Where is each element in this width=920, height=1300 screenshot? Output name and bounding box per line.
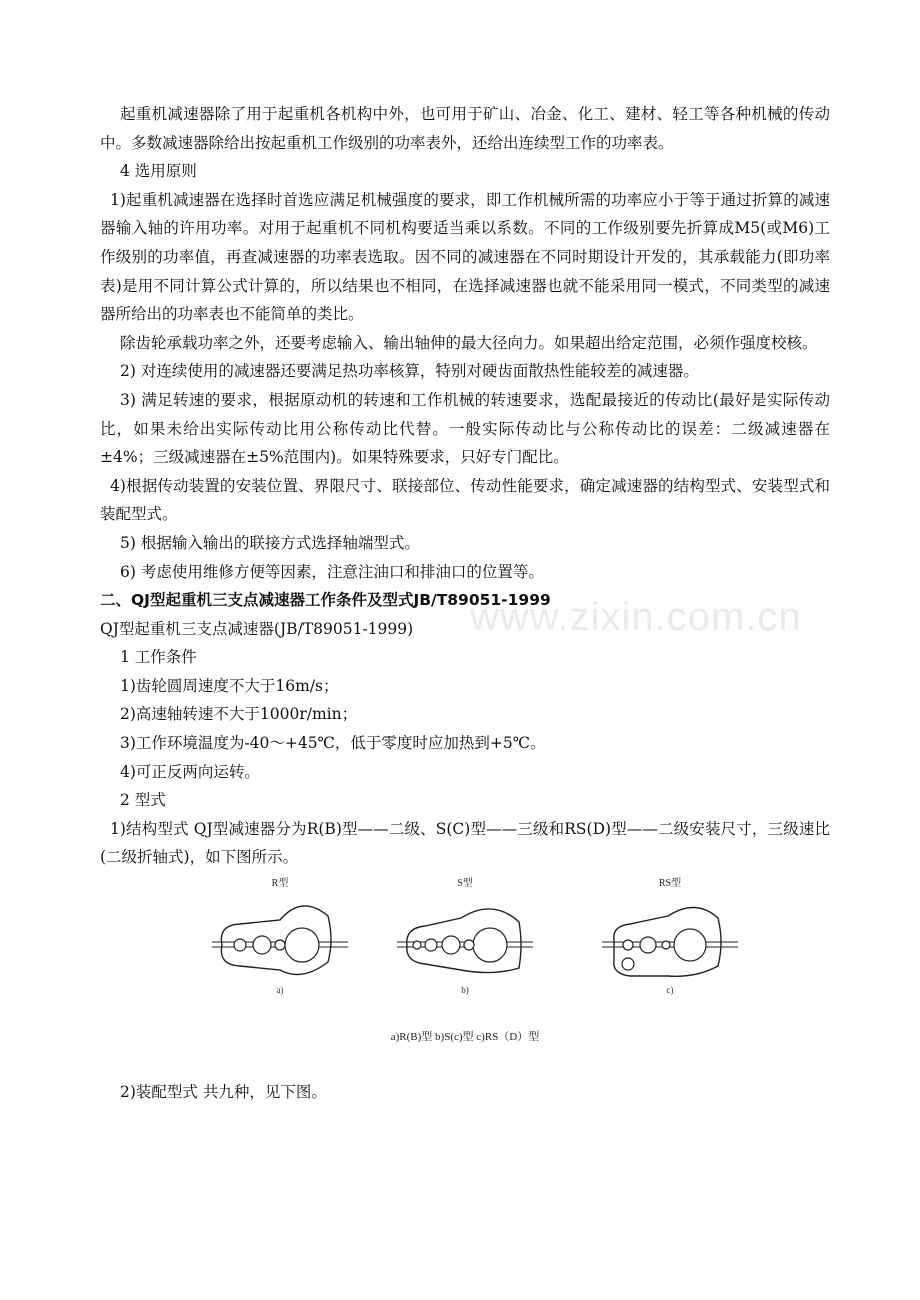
s-type-diagram: [395, 890, 535, 985]
section-heading-types: 2 型式: [120, 791, 166, 810]
figure-caption: a)R(B)型 b)S(c)型 c)RS（D）型: [390, 1031, 540, 1044]
condition-2: 2)高速轴转速不大于1000r/min；: [120, 705, 358, 724]
watermark: www.zixin.com.cn: [470, 595, 802, 639]
rs-type-label: RS型: [658, 878, 682, 890]
s-type-label: S型: [457, 878, 473, 890]
condition-1: 1)齿轮圆周速度不大于16m/s；: [120, 676, 339, 695]
rs-type-diagram: [600, 890, 740, 985]
paragraph-rule-5: 5) 根据输入输出的联接方式选择轴端型式。: [120, 533, 420, 552]
section-heading-conditions: 1 工作条件: [120, 648, 197, 667]
paragraph-structure-type: 1)结构型式 QJ型减速器分为R(B)型——二级、S(C)型——三级和RS(D)型——二级安装尺寸，三级速比(二级折轴式)，如下图所示。: [100, 819, 830, 867]
paragraph-intro: 起重机减速器除了用于起重机各机构中外，也可用于矿山、冶金、化工、建材、轻工等各种机械的传动中。多数减速器除给出按起重机工作级别的功率表外，还给出连续型工作的功率表。: [100, 105, 830, 152]
figure-rs-type: [600, 878, 740, 995]
rs-type-sub: c): [666, 985, 674, 996]
r-type-label: R型: [271, 878, 289, 890]
paragraph-rule-3: 3) 满足转速的要求，根据原动机的转速和工作机械的转速要求，选配最接近的传动比(最好是实际传动比，如果未给出实际传动比用公称传动比代替。一般实际传动比与公称传动比的误差：二级减速器在±4%；三级减速器在±5%范围内)。如果特殊要求，只好专门配比。: [100, 390, 830, 467]
paragraph-radial-force: 除齿轮承载功率之外，还要考虑输入、输出轴伸的最大径向力。如果超出给定范围，必须作强度校核。: [120, 333, 818, 352]
reducer-types-figure: [100, 878, 830, 1078]
paragraph-rule-2: 2) 对连续使用的减速器还要满足热功率核算，特别对硬齿面散热性能较差的减速器。: [120, 362, 699, 381]
paragraph-qj-title: QJ型起重机三支点减速器(JB/T89051-1999): [100, 619, 414, 638]
section-heading-qj: 二、QJ型起重机三支点减速器工作条件及型式JB/T89051-1999: [100, 591, 551, 610]
paragraph-rule-4: 4)根据传动装置的安装位置、界限尺寸、联接部位、传动性能要求，确定减速器的结构型式、安装型式和装配型式。: [100, 476, 830, 524]
condition-4: 4)可正反两向运转。: [120, 762, 260, 781]
paragraph-rule-1: 1)起重机减速器在选择时首选应满足机械强度的要求，即工作机械所需的功率应小于等于通过折算的减速器输入轴的许用功率。对用于起重机不同机构要适当乘以系数。不同的工作级别要先折算成M5(或M6)工作级别的功率值，再查减速器的功率表选取。因不同的减速器在不同时期设计开发的，其承载能力(即功率表)是用不同计算公式计算的，所以结果也不相同，在选择减速器也就不能采用同一模式，不同类型的减速器所给出的功率表也不能简单的类比。: [100, 190, 830, 324]
section-heading-selection: 4 选用原则: [120, 162, 197, 181]
figure-r-type: [210, 878, 350, 995]
r-type-diagram: [210, 890, 350, 985]
r-type-sub: a): [276, 985, 284, 996]
s-type-sub: b): [461, 985, 469, 996]
paragraph-rule-6: 6) 考虑使用维修方便等因素，注意注油口和排油口的位置等。: [120, 562, 544, 581]
figure-s-type: [395, 878, 535, 995]
condition-3: 3)工作环境温度为-40～+45℃，低于零度时应加热到+5℃。: [120, 734, 546, 753]
paragraph-assembly-type: 2)装配型式 共九种，见下图。: [120, 1083, 327, 1102]
